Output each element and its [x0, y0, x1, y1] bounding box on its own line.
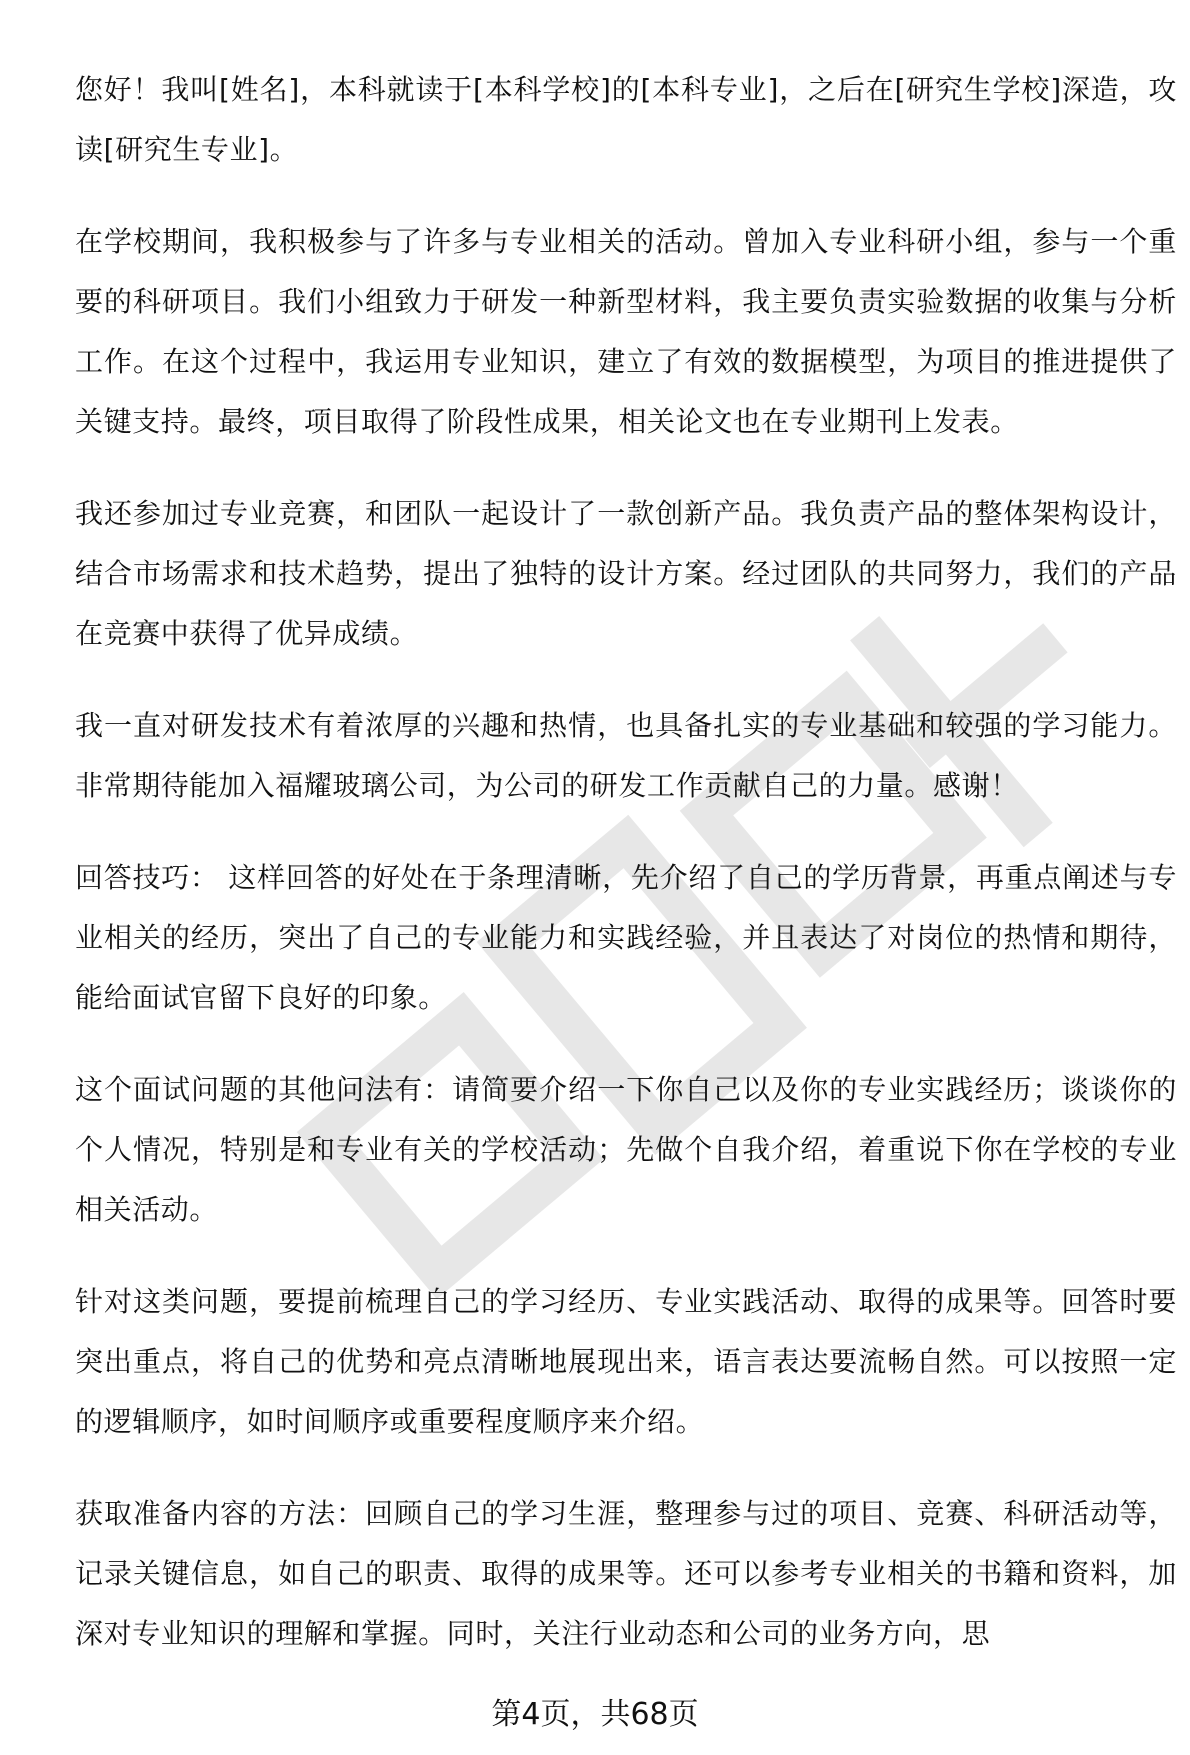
paragraph-preparation-methods: 获取准备内容的方法：回顾自己的学习生涯，整理参与过的项目、竞赛、科研活动等，记录关键信息，如自己的职责、取得的成果等。还可以参考专业相关的书籍和资料，加深对专业知识的理解和掌握。同时，关注行业动态和公司的业务方向，思	[75, 1497, 1177, 1650]
paragraph-greeting: 您好！我叫[姓名]，本科就读于[本科学校]的[本科专业]，之后在[研究生学校]深造，攻读[研究生专业]。	[75, 73, 1177, 166]
paragraph-competition: 我还参加过专业竞赛，和团队一起设计了一款创新产品。我负责产品的整体架构设计，结合市场需求和技术趋势，提出了独特的设计方案。经过团队的共同努力，我们的产品在竞赛中获得了优异成绩。	[75, 497, 1177, 650]
body-text	[75, 60, 1177, 1696]
paragraph-research: 在学校期间，我积极参与了许多与专业相关的活动。曾加入专业科研小组，参与一个重要的科研项目。我们小组致力于研发一种新型材料，我主要负责实验数据的收集与分析工作。在这个过程中，我运用专业知识，建立了有效的数据模型，为项目的推进提供了关键支持。最终，项目取得了阶段性成果，相关论文也在专业期刊上发表。	[75, 225, 1177, 438]
paragraph-answer-tips: 回答技巧： 这样回答的好处在于条理清晰，先介绍了自己的学历背景，再重点阐述与专业相关的经历，突出了自己的专业能力和实践经验，并且表达了对岗位的热情和期待，能给面试官留下良好的印象。	[75, 861, 1177, 1014]
page-number: 第4页，共68页	[491, 1697, 699, 1732]
paragraph-motivation: 我一直对研发技术有着浓厚的兴趣和热情，也具备扎实的专业基础和较强的学习能力。非常期待能加入福耀玻璃公司，为公司的研发工作贡献自己的力量。感谢！	[75, 709, 1177, 802]
paragraph-alternate-questions: 这个面试问题的其他问法有：请简要介绍一下你自己以及你的专业实践经历；谈谈你的个人情况，特别是和专业有关的学校活动；先做个自我介绍，着重说下你在学校的专业相关活动。	[75, 1073, 1177, 1226]
paragraph-preparation-advice: 针对这类问题，要提前梳理自己的学习经历、专业实践活动、取得的成果等。回答时要突出重点，将自己的优势和亮点清晰地展现出来，语言表达要流畅自然。可以按照一定的逻辑顺序，如时间顺序或重要程度顺序来介绍。	[75, 1285, 1177, 1438]
